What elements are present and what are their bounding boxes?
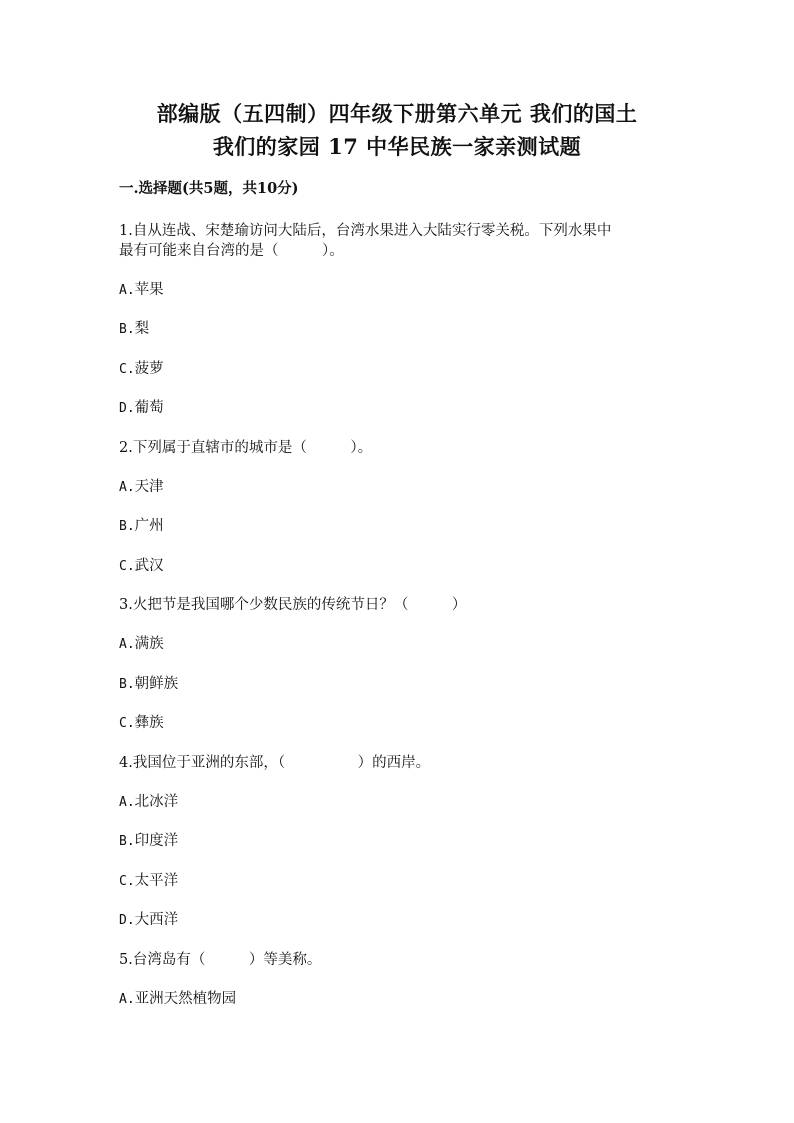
option-text: 武汉 — [134, 558, 164, 574]
option-letter: B. — [119, 834, 135, 849]
option-text: 满族 — [134, 636, 164, 652]
question-3-option-a[interactable] — [119, 632, 164, 653]
option-text: 大西洋 — [134, 912, 179, 928]
option-text: 彝族 — [134, 715, 164, 731]
document-title-line-2: 我们的家园 17 中华民族一家亲测试题 — [212, 134, 582, 159]
option-text: 朝鲜族 — [134, 676, 179, 692]
question-4-option-c[interactable] — [119, 869, 178, 890]
question-1-option-a[interactable] — [119, 278, 164, 299]
question-1-stem-line-2: 最有可能来自台湾的是（ ）。 — [119, 243, 344, 259]
question-3-stem: 3.火把节是我国哪个少数民族的传统节日？（ ） — [119, 597, 467, 613]
option-letter: D. — [119, 401, 135, 416]
option-letter: C. — [119, 874, 135, 889]
option-letter: D. — [119, 913, 135, 928]
option-letter: B. — [119, 519, 135, 534]
section-heading: 一.选择题(共5题，共10分) — [119, 180, 299, 197]
question-5-option-a[interactable] — [119, 987, 236, 1008]
option-letter: A. — [119, 480, 135, 495]
question-3-option-b[interactable] — [119, 672, 178, 693]
option-text: 印度洋 — [134, 833, 179, 849]
question-1-option-c[interactable] — [119, 357, 164, 378]
question-2-stem: 2.下列属于直辖市的城市是（ ）。 — [119, 440, 373, 456]
option-text: 广州 — [134, 518, 164, 534]
question-1-stem-line-1: 1.自从连战、宋楚瑜访问大陆后，台湾水果进入大陆实行零关税。下列水果中 — [119, 223, 612, 239]
question-2-option-c[interactable] — [119, 554, 164, 575]
question-5-stem: 5.台湾岛有（ ）等美称。 — [119, 952, 322, 968]
option-letter: B. — [119, 322, 135, 337]
option-text: 亚洲天然植物园 — [134, 991, 237, 1007]
question-4-option-d[interactable] — [119, 908, 178, 929]
option-letter: C. — [119, 559, 135, 574]
question-2-option-a[interactable] — [119, 475, 164, 496]
question-3-option-c[interactable] — [119, 711, 164, 732]
option-letter: A. — [119, 283, 135, 298]
option-text: 梨 — [134, 321, 150, 337]
option-text: 北冰洋 — [134, 794, 179, 810]
option-letter: A. — [119, 637, 135, 652]
question-1-option-b[interactable] — [119, 317, 149, 338]
option-letter: C. — [119, 362, 135, 377]
question-4-option-a[interactable] — [119, 790, 178, 811]
option-text: 葡萄 — [134, 400, 164, 416]
option-text: 菠萝 — [134, 361, 164, 377]
option-text: 天津 — [134, 479, 164, 495]
option-letter: C. — [119, 716, 135, 731]
question-4-stem: 4.我国位于亚洲的东部，（ ）的西岸。 — [119, 755, 431, 771]
document-title-line-1: 部编版（五四制）四年级下册第六单元 我们的国土 — [156, 101, 638, 126]
option-text: 苹果 — [134, 282, 164, 298]
question-1-option-d[interactable] — [119, 396, 164, 417]
question-2-option-b[interactable] — [119, 514, 164, 535]
question-4-option-b[interactable] — [119, 829, 178, 850]
option-letter: A. — [119, 795, 135, 810]
option-letter: B. — [119, 677, 135, 692]
option-text: 太平洋 — [134, 873, 179, 889]
option-letter: A. — [119, 992, 135, 1007]
